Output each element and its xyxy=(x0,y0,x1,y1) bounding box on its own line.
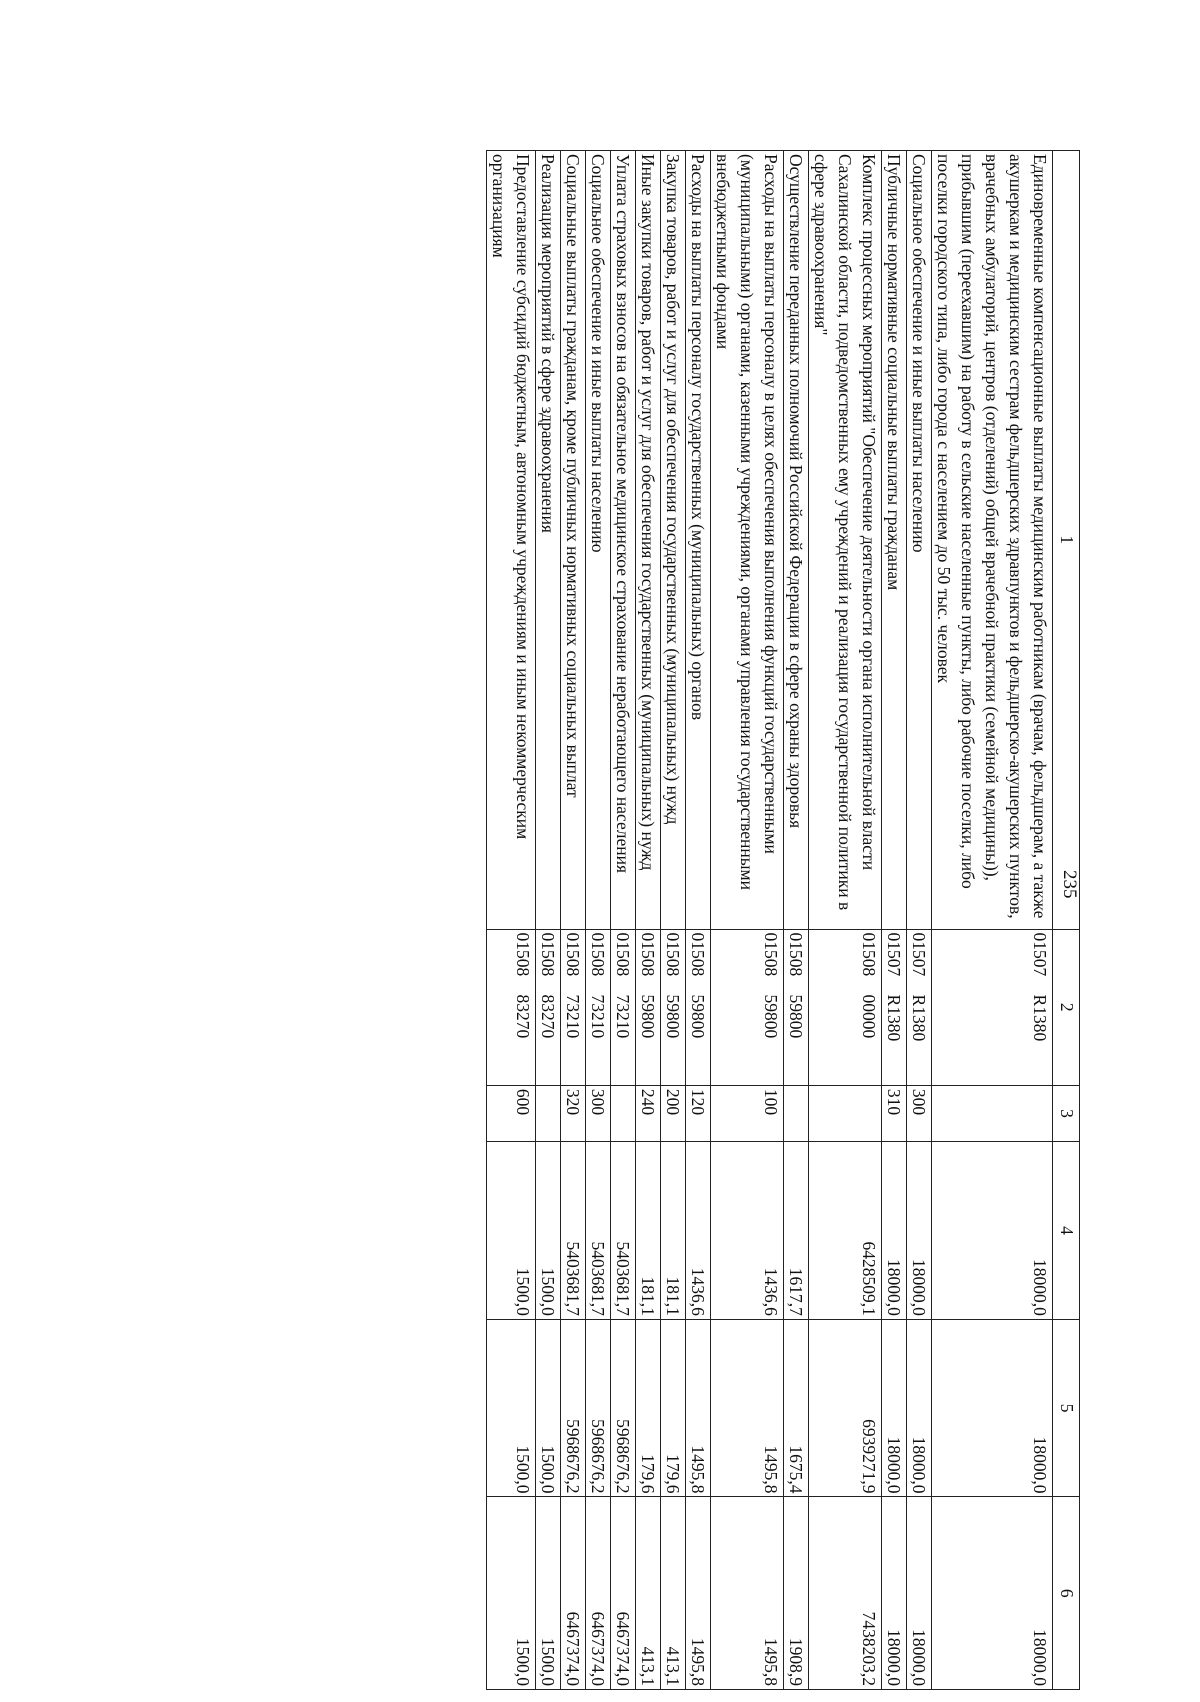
row-code xyxy=(686,929,711,1085)
amount-col-4: 1617,7 xyxy=(784,1142,809,1320)
row-code xyxy=(487,929,536,1085)
row-code xyxy=(661,929,686,1085)
expense-type-code: 200 xyxy=(661,1085,686,1141)
table-row xyxy=(536,151,561,1690)
amount-col-6: 6467374,0 xyxy=(611,1497,636,1690)
row-code xyxy=(809,929,882,1085)
program-code: 01507 xyxy=(909,932,929,977)
table-row xyxy=(636,151,661,1690)
amount-col-6: 7438203,2 xyxy=(809,1497,882,1690)
program-code: 01508 xyxy=(786,932,806,977)
expense-type-code: 300 xyxy=(907,1085,932,1141)
amount-col-4: 5403681,7 xyxy=(586,1142,611,1320)
amount-col-6: 1500,0 xyxy=(536,1497,561,1690)
row-code xyxy=(636,929,661,1085)
amount-col-5: 1500,0 xyxy=(487,1319,536,1497)
amount-col-5: 5968676,2 xyxy=(611,1319,636,1497)
amount-col-5: 6939271,9 xyxy=(809,1319,882,1497)
page-number: 235 xyxy=(1059,870,1080,899)
amount-col-6: 18000,0 xyxy=(932,1497,1053,1690)
amount-col-6: 413,1 xyxy=(661,1497,686,1690)
table-row xyxy=(561,151,586,1690)
amount-col-6: 18000,0 xyxy=(907,1497,932,1690)
table-row xyxy=(932,151,1053,1690)
expense-type-code xyxy=(536,1085,561,1141)
row-code xyxy=(586,929,611,1085)
direction-code: 59800 xyxy=(786,994,806,1039)
expense-type-code xyxy=(932,1085,1053,1141)
direction-code: 83270 xyxy=(513,994,533,1039)
row-code xyxy=(711,929,784,1085)
row-code xyxy=(561,929,586,1085)
table-row xyxy=(611,151,636,1690)
amount-col-6: 6467374,0 xyxy=(561,1497,586,1690)
row-code xyxy=(536,929,561,1085)
expense-type-code: 100 xyxy=(711,1085,784,1141)
row-name: Комплекс процессных мероприятий "Обеспечение деятельности органа исполнительной власти Сахалинской области, подведомственных ему учреждений и реализация государственной политики в сфере здравоохранения" xyxy=(809,151,882,930)
amount-col-6: 1495,8 xyxy=(711,1497,784,1690)
program-code: 01508 xyxy=(638,932,658,977)
direction-code: R1380 xyxy=(909,994,929,1042)
direction-code: R1380 xyxy=(1030,994,1050,1042)
amount-col-4: 181,1 xyxy=(661,1142,686,1320)
amount-col-5: 1500,0 xyxy=(536,1319,561,1497)
program-code: 01508 xyxy=(688,932,708,977)
col-header-6: 6 xyxy=(1053,1497,1080,1690)
amount-col-4: 1500,0 xyxy=(487,1142,536,1320)
expense-type-code: 300 xyxy=(586,1085,611,1141)
amount-col-6: 18000,0 xyxy=(882,1497,907,1690)
direction-code: 73210 xyxy=(563,994,583,1039)
row-code xyxy=(907,929,932,1085)
amount-col-5: 18000,0 xyxy=(907,1319,932,1497)
amount-col-4: 1436,6 xyxy=(686,1142,711,1320)
col-header-2: 2 xyxy=(1053,929,1080,1085)
table-row xyxy=(907,151,932,1690)
col-header-3: 3 xyxy=(1053,1085,1080,1141)
amount-col-6: 1495,8 xyxy=(686,1497,711,1690)
program-code: 01508 xyxy=(588,932,608,977)
program-code: 01508 xyxy=(859,932,879,977)
direction-code: 59800 xyxy=(638,994,658,1039)
table-row xyxy=(809,151,882,1690)
amount-col-4: 5403681,7 xyxy=(561,1142,586,1320)
amount-col-5: 1495,8 xyxy=(711,1319,784,1497)
amount-col-5: 179,6 xyxy=(636,1319,661,1497)
table-row xyxy=(487,151,536,1690)
row-name: Осуществление переданных полномочий Российской Федерации в сфере охраны здоровья xyxy=(784,151,809,930)
row-name: Социальное обеспечение и иные выплаты населению xyxy=(907,151,932,930)
rotated-table-frame xyxy=(130,150,1080,1690)
direction-code: 73210 xyxy=(613,994,633,1039)
expense-type-code xyxy=(611,1085,636,1141)
expense-type-code: 320 xyxy=(561,1085,586,1141)
row-name: Расходы на выплаты персоналу государственных (муниципальных) органов xyxy=(686,151,711,930)
table-row xyxy=(661,151,686,1690)
direction-code: 59800 xyxy=(688,994,708,1039)
amount-col-4: 1500,0 xyxy=(536,1142,561,1320)
row-name: Реализация мероприятий в сфере здравоохранения xyxy=(536,151,561,930)
amount-col-4: 1436,6 xyxy=(711,1142,784,1320)
amount-col-6: 1500,0 xyxy=(487,1497,536,1690)
direction-code: 59800 xyxy=(761,994,781,1039)
amount-col-4: 18000,0 xyxy=(882,1142,907,1320)
row-name: Иные закупки товаров, работ и услуг для обеспечения государственных (муниципальных) нужд xyxy=(636,151,661,930)
program-code: 01508 xyxy=(761,932,781,977)
row-name: Предоставление субсидий бюджетным, автономным учреждениям и иным некоммерческим организациям xyxy=(487,151,536,930)
program-code: 01507 xyxy=(884,932,904,977)
amount-col-4: 181,1 xyxy=(636,1142,661,1320)
row-name: Социальное обеспечение и иные выплаты населению xyxy=(586,151,611,930)
amount-col-5: 5968676,2 xyxy=(561,1319,586,1497)
col-header-4: 4 xyxy=(1053,1142,1080,1320)
table-row xyxy=(711,151,784,1690)
program-code: 01508 xyxy=(613,932,633,977)
table-row xyxy=(784,151,809,1690)
row-code xyxy=(882,929,907,1085)
direction-code: R1380 xyxy=(884,994,904,1042)
direction-code: 59800 xyxy=(663,994,683,1039)
expense-type-code: 240 xyxy=(636,1085,661,1141)
program-code: 01508 xyxy=(513,932,533,977)
direction-code: 73210 xyxy=(588,994,608,1039)
amount-col-5: 1675,4 xyxy=(784,1319,809,1497)
row-name: Социальные выплаты гражданам, кроме публичных нормативных социальных выплат xyxy=(561,151,586,930)
header-row xyxy=(1053,151,1080,1690)
amount-col-5: 18000,0 xyxy=(932,1319,1053,1497)
table-row xyxy=(586,151,611,1690)
amount-col-4: 6428509,1 xyxy=(809,1142,882,1320)
row-name: Закупка товаров, работ и услуг для обеспечения государственных (муниципальных) нужд xyxy=(661,151,686,930)
table-row xyxy=(686,151,711,1690)
program-code: 01508 xyxy=(538,932,558,977)
expense-type-code: 120 xyxy=(686,1085,711,1141)
expense-type-code xyxy=(809,1085,882,1141)
row-name: Публичные нормативные социальные выплаты гражданам xyxy=(882,151,907,930)
amount-col-6: 6467374,0 xyxy=(586,1497,611,1690)
row-code xyxy=(932,929,1053,1085)
amount-col-5: 1495,8 xyxy=(686,1319,711,1497)
program-code: 01508 xyxy=(563,932,583,977)
expense-type-code xyxy=(784,1085,809,1141)
row-name: Расходы на выплаты персоналу в целях обеспечения выполнения функций государственными (муниципальными) органами, казенными учреждениями, органами управления государственными внебюджетными фондами xyxy=(711,151,784,930)
direction-code: 00000 xyxy=(859,994,879,1039)
amount-col-5: 5968676,2 xyxy=(586,1319,611,1497)
amount-col-6: 1908,9 xyxy=(784,1497,809,1690)
row-code xyxy=(784,929,809,1085)
amount-col-4: 5403681,7 xyxy=(611,1142,636,1320)
col-header-1: 1 xyxy=(1053,151,1080,930)
expense-type-code: 310 xyxy=(882,1085,907,1141)
amount-col-4: 18000,0 xyxy=(907,1142,932,1320)
amount-col-4: 18000,0 xyxy=(932,1142,1053,1320)
table-row xyxy=(882,151,907,1690)
expense-type-code: 600 xyxy=(487,1085,536,1141)
row-name: Уплата страховых взносов на обязательное медицинское страхование неработающего населения xyxy=(611,151,636,930)
row-code xyxy=(611,929,636,1085)
amount-col-6: 413,1 xyxy=(636,1497,661,1690)
direction-code: 83270 xyxy=(538,994,558,1039)
row-name: Единовременные компенсационные выплаты медицинским работникам (врачам, фельдшерам, а также акушеркам и медицинским сестрам фельдшерских здравпунктов и фельдшерско-акушерских пунктов, врачебных амбулаторий, центров (отделений) общей врачебной практики (семейной медицины)), прибывшим (переехавшим) на работу в сельские населенные пункты, либо рабочие поселки, либо поселки городского типа, либо города с населением до 50 тыс. человек xyxy=(932,151,1053,930)
program-code: 01507 xyxy=(1030,932,1050,977)
program-code: 01508 xyxy=(663,932,683,977)
amount-col-5: 179,6 xyxy=(661,1319,686,1497)
budget-table xyxy=(486,150,1080,1690)
col-header-5: 5 xyxy=(1053,1319,1080,1497)
amount-col-5: 18000,0 xyxy=(882,1319,907,1497)
